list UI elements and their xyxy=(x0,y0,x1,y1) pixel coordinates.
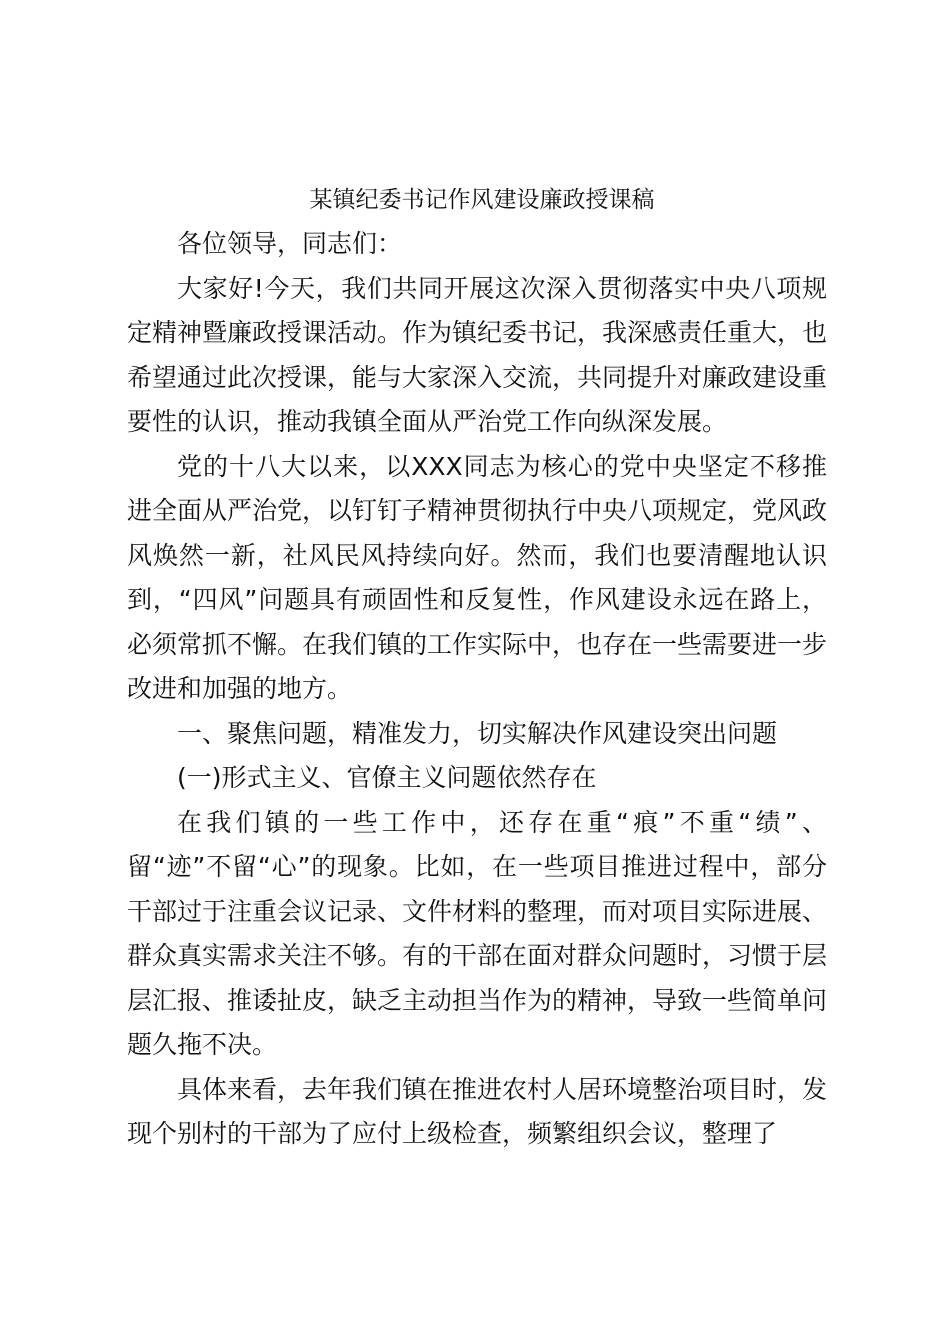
document-title: 某镇纪委书记作风建设廉政授课稿 xyxy=(309,187,655,213)
subsection-heading-1: (一)形式主义、官僚主义问题依然存在 xyxy=(177,763,597,792)
document-body xyxy=(127,178,827,1157)
salutation: 各位领导，同志们： xyxy=(177,229,403,258)
paragraph-opening: 大家好!今天，我们共同开展这次深入贯彻落实中央八项规定精神暨廉政授课活动。作为镇纪委书记，我深感责任重大，也希望通过此次授课，能与大家深入交流，共同提升对廉政建设重要性的认识，推动我镇全面从严治党工作向纵深发展。 xyxy=(127,273,828,436)
paragraph-background: 党的十八大以来，以XXX同志为核心的党中央坚定不移推进全面从严治党，以钉钉子精神贯彻执行中央八项规定，党风政风焕然一新，社风民风持续向好。然而，我们也要清醒地认识到，“四风”问题具有顽固性和反复性，作风建设永远在路上，必须常抓不懈。在我们镇的工作实际中，也存在一些需要进一步改进和加强的地方。 xyxy=(127,451,828,703)
paragraph-issue: 在我们镇的一些工作中，还存在重“痕”不重“绩”、留“迹”不留“心”的现象。比如，在一些项目推进过程中，部分干部过于注重会议记录、文件材料的整理，而对项目实际进展、群众真实需求关注不够。有的干部在面对群众问题时，习惯于层层汇报、推诿扯皮，缺乏主动担当作为的精神，导致一些简单问题久拖不决。 xyxy=(127,807,828,1059)
paragraph-example: 具体来看，去年我们镇在推进农村人居环境整治项目时，发现个别村的干部为了应付上级检查，频繁组织会议，整理了 xyxy=(127,1074,828,1148)
section-heading-1: 一、聚焦问题，精准发力，切实解决作风建设突出问题 xyxy=(177,718,778,748)
